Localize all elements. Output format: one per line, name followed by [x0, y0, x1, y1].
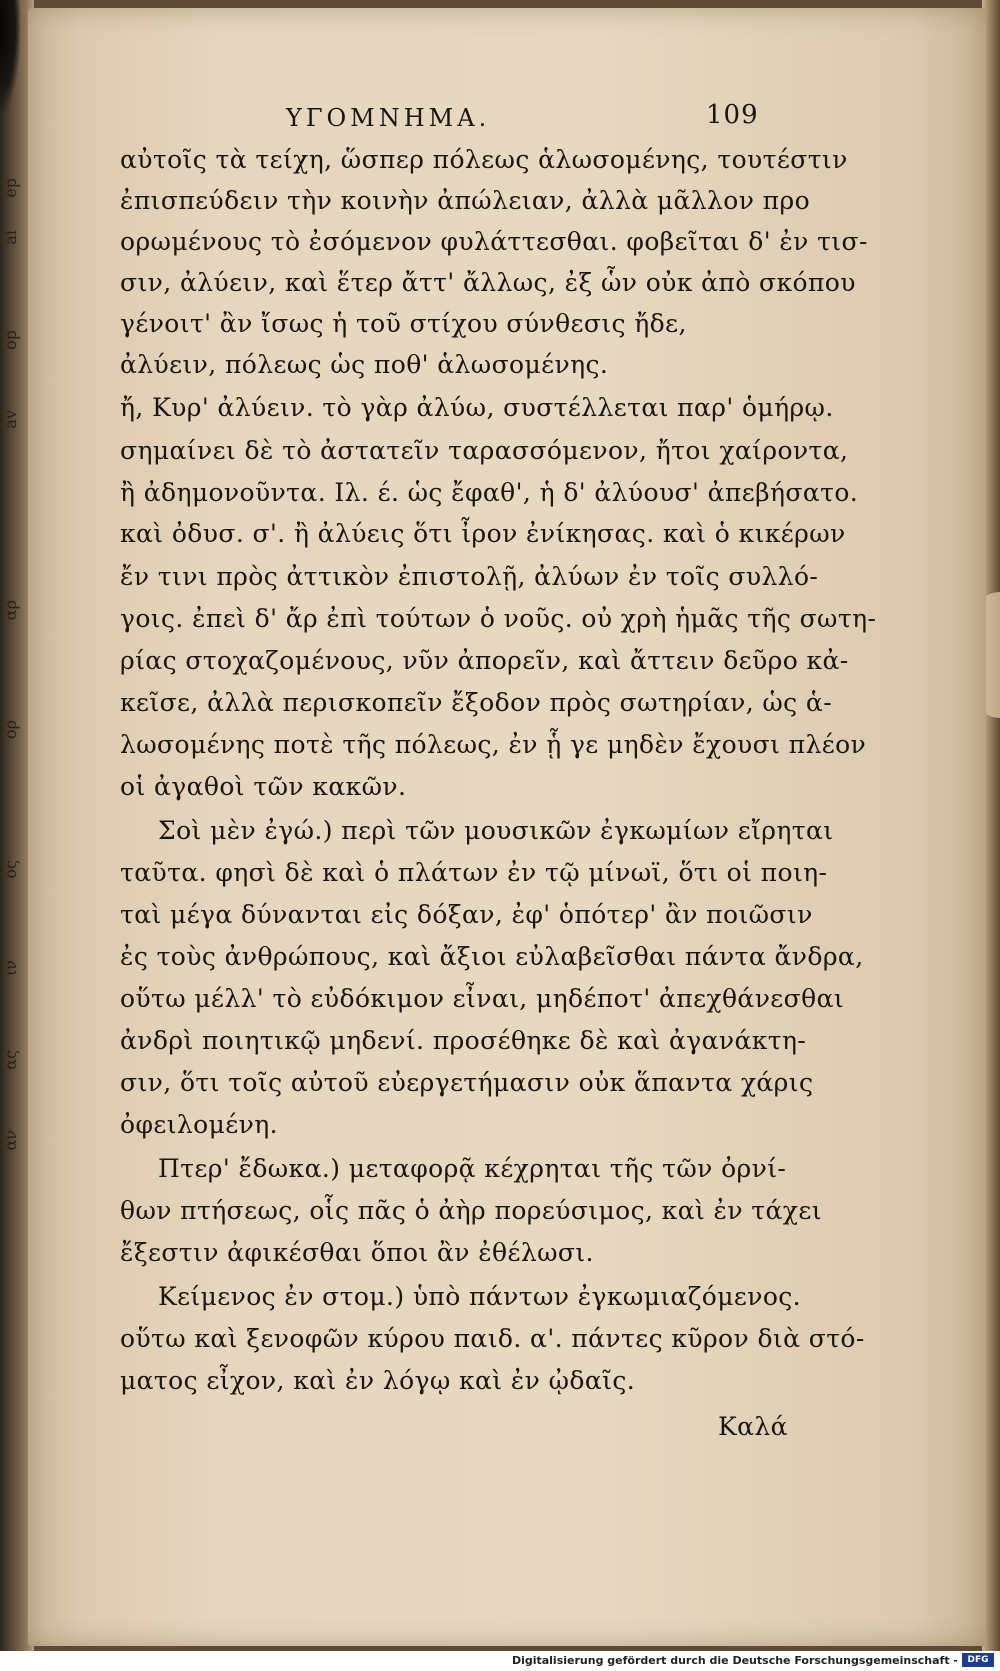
text-line: κεῖσε, ἀλλὰ περισκοπεῖν ἔξοδον πρὸς σωτηρίαν, ὡς ἁ-: [120, 688, 833, 717]
text-line: σιν, ὅτι τοῖς αὐτοῦ εὐεργετήμασιν οὐκ ἅπαντα χάρις: [120, 1068, 814, 1097]
spine-fragment: ιν: [1, 960, 20, 976]
spine-fragment: ai: [1, 230, 20, 245]
text-line: Πτερ' ἔδωκα.) μεταφορᾷ κέχρηται τῆς τῶν ὀρνί-: [158, 1154, 787, 1183]
text-line: ἢ ἀδημονοῦντα. Ιλ. έ. ὡς ἔφαθ', ἡ δ' ἀλύουσ' ἀπεβήσατο.: [120, 478, 859, 507]
book-page: [28, 8, 986, 1646]
spine-fragment: ος: [1, 860, 20, 879]
text-line: σημαίνει δὲ τὸ ἀστατεῖν ταρασσόμενον, ἤτοι χαίροντα,: [120, 436, 849, 465]
catchword: Καλά: [718, 1412, 788, 1441]
text-line: ὀφειλομένη.: [120, 1110, 278, 1139]
dfg-logo: DFG: [962, 1653, 994, 1667]
running-head: ΥΓΟΜΝΗΜΑ.: [286, 104, 491, 132]
text-line: ἔν τινι πρὸς ἀττικὸν ἐπιστολῇ, ἀλύων ἐν τοῖς συλλό-: [120, 562, 819, 591]
text-line: ορωμένους τὸ ἐσόμενον φυλάττεσθαι. φοβεῖται δ' ἐν τισ-: [120, 227, 868, 256]
page-number: 109: [706, 100, 759, 130]
text-line: Σοὶ μὲν ἐγώ.) περὶ τῶν μουσικῶν ἐγκωμίων εἴρηται: [158, 816, 834, 845]
text-line: Κείμενος ἐν στομ.) ὑπὸ πάντων ἐγκωμιαζόμενος.: [158, 1282, 802, 1311]
spine-fragment: αρ: [1, 600, 20, 621]
text-line: οὕτω καὶ ξενοφῶν κύρου παιδ. α'. πάντες κῦρον διὰ στό-: [120, 1324, 865, 1353]
text-line: ρίας στοχαζομένους, νῦν ἀπορεῖν, καὶ ἄττειν δεῦρο κἀ-: [120, 646, 849, 675]
text-line: λωσομένης ποτὲ τῆς πόλεως, ἐν ᾗ γε μηδὲν ἔχουσι πλέον: [120, 730, 867, 759]
spine-fragment: op: [1, 330, 20, 350]
text-line: ἤ, Κυρ' ἀλύειν. τὸ γὰρ ἀλύω, συστέλλεται παρ' ὁμήρῳ.: [120, 393, 834, 422]
text-line: γοις. ἐπεὶ δ' ἄρ ἐπὶ τούτων ὁ νοῦς. οὐ χρὴ ἡμᾶς τῆς σωτη-: [120, 604, 877, 633]
text-line: ἀλύειν, πόλεως ὡς ποθ' ἁλωσομένης.: [120, 350, 609, 379]
text-line: καὶ ὀδυσ. σ'. ἢ ἀλύεις ὅτι ἶρον ἐνίκησας. καὶ ὁ κικέρων: [120, 519, 846, 548]
text-line: ἀνδρὶ ποιητικῷ μηδενί. προσέθηκε δὲ καὶ ἀγανάκτη-: [120, 1026, 807, 1055]
text-line: αὐτοῖς τὰ τείχη, ὥσπερ πόλεως ἁλωσομένης, τουτέστιν: [120, 145, 848, 174]
text-line: οὕτω μέλλ' τὸ εὐδόκιμον εἶναι, μηδέποτ' ἀπεχθάνεσθαι: [120, 984, 845, 1013]
spine-fragment: ep: [1, 178, 20, 198]
text-line: ἔξεστιν ἀφικέσθαι ὅποι ἂν ἐθέλωσι.: [120, 1238, 594, 1267]
text-line: ἐς τοὺς ἀνθρώπους, καὶ ἄξιοι εὐλαβεῖσθαι πάντα ἄνδρα,: [120, 942, 864, 971]
text-line: ἐπισπεύδειν τὴν κοινὴν ἀπώλειαν, ἀλλὰ μᾶλλον προ: [120, 186, 811, 215]
text-line: ταὶ μέγα δύνανται εἰς δόξαν, ἐφ' ὁπότερ' ἂν ποιῶσιν: [120, 900, 813, 929]
text-line: ματος εἶχον, καὶ ἐν λόγῳ καὶ ἐν ᾠδαῖς.: [120, 1366, 636, 1395]
text-line: γένοιτ' ἂν ἴσως ἡ τοῦ στίχου σύνθεσις ἤδε,: [120, 309, 687, 338]
text-line: οἱ ἀγαθοὶ τῶν κακῶν.: [120, 772, 407, 801]
spine-fragment: av: [1, 410, 20, 429]
spine-fragment: ορ: [1, 720, 20, 740]
spine-fragment: αν: [1, 1130, 20, 1151]
funding-credit: Digitalisierung gefördert durch die Deutsche Forschungsgemeinschaft -: [511, 1654, 958, 1667]
spine-fragment: ας: [1, 1050, 20, 1070]
text-line: σιν, ἀλύειν, καὶ ἕτερ ἄττ' ἄλλως, ἐξ ὧν οὐκ ἀπὸ σκόπου: [120, 268, 856, 297]
text-line: ταῦτα. φησὶ δὲ καὶ ὁ πλάτων ἐν τῷ μίνωϊ, ὅτι οἱ ποιη-: [120, 858, 828, 887]
text-line: θων πτήσεως, οἷς πᾶς ὁ ἀὴρ πορεύσιμος, καὶ ἐν τάχει: [120, 1196, 822, 1225]
